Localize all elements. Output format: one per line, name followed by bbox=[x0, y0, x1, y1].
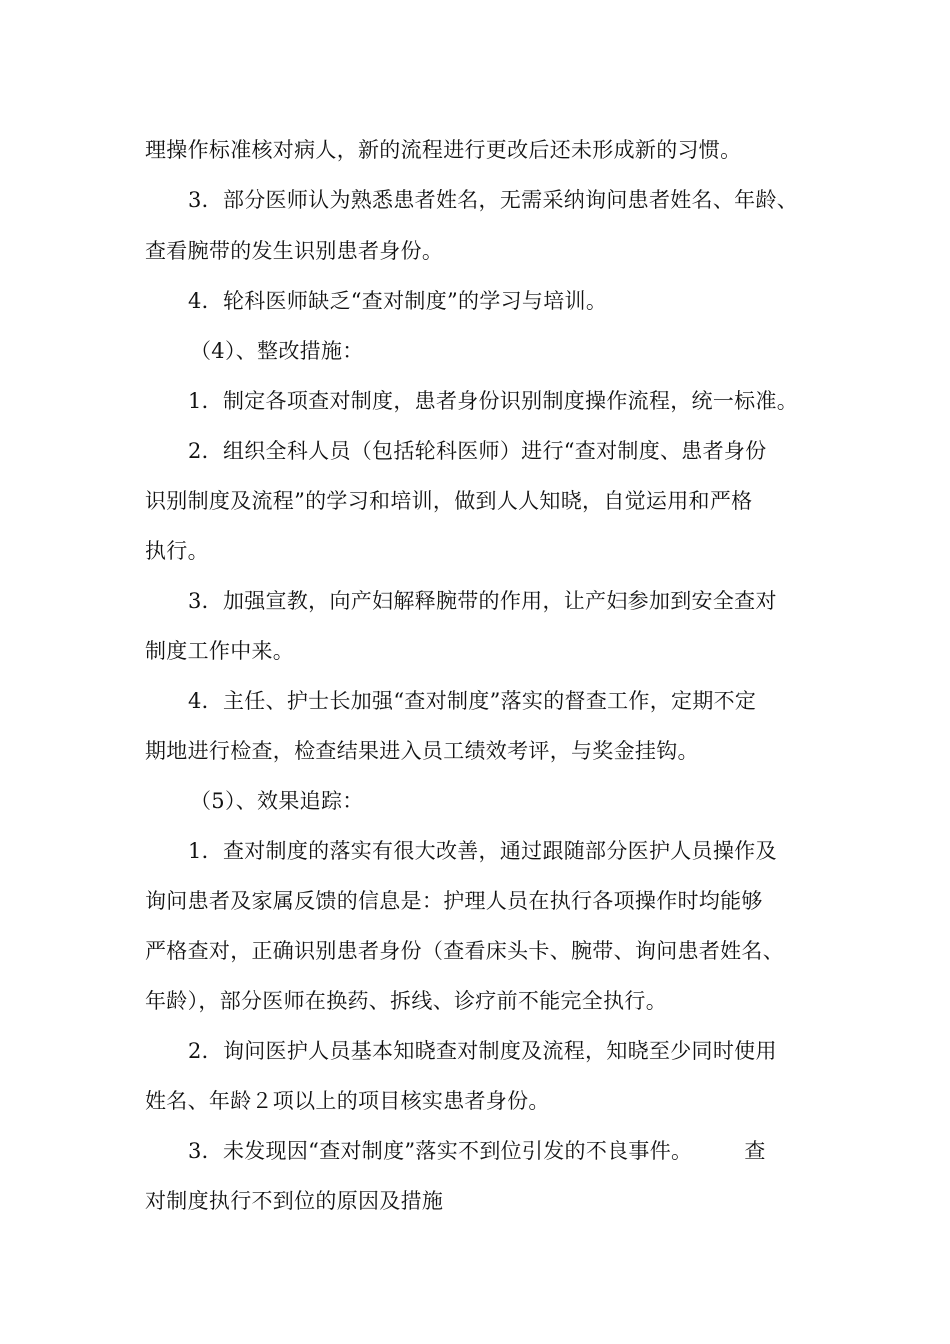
paragraph-line: 2．询问医护人员基本知晓查对制度及流程，知晓至少同时使用 bbox=[188, 1039, 777, 1063]
paragraph-line: 4．主任、护士长加强“查对制度”落实的督查工作，定期不定 bbox=[188, 689, 757, 713]
paragraph-line: 识别制度及流程”的学习和培训，做到人人知晓，自觉运用和严格 bbox=[145, 489, 753, 513]
paragraph-line: 姓名、年龄２项以上的项目核实患者身份。 bbox=[145, 1089, 550, 1113]
paragraph-line: 期地进行检查，检查结果进入员工绩效考评，与奖金挂钩。 bbox=[145, 739, 699, 763]
paragraph-line: 1．制定各项查对制度，患者身份识别制度操作流程，统一标准。 bbox=[188, 389, 799, 413]
paragraph-text: 3．未发现因“查对制度”落实不到位引发的不良事件。 bbox=[188, 1139, 693, 1163]
paragraph-line bbox=[188, 1136, 858, 1166]
paragraph-line: 3．部分医师认为熟悉患者姓名，无需采纳询问患者姓名、年龄、 bbox=[188, 188, 799, 212]
paragraph-line: 对制度执行不到位的原因及措施 bbox=[145, 1189, 444, 1213]
paragraph-line: 年龄），部分医师在换药、拆线、诊疗前不能完全执行。 bbox=[145, 989, 667, 1013]
paragraph-line: 3．加强宣教，向产妇解释腕带的作用，让产妇参加到安全查对 bbox=[188, 589, 777, 613]
paragraph-line: 严格查对，正确识别患者身份（查看床头卡、腕带、询问患者姓名、 bbox=[145, 939, 784, 963]
paragraph-line: 查看腕带的发生识别患者身份。 bbox=[145, 239, 444, 263]
paragraph-line: 理操作标准核对病人，新的流程进行更改后还未形成新的习惯。 bbox=[145, 138, 742, 162]
paragraph-line: 制度工作中来。 bbox=[145, 639, 295, 663]
section-heading: （4）、整改措施： bbox=[190, 339, 364, 363]
paragraph-line: 执行。 bbox=[145, 539, 209, 563]
section-heading: （5）、效果追踪： bbox=[190, 789, 364, 813]
paragraph-line: 询问患者及家属反馈的信息是：护理人员在执行各项操作时均能够 bbox=[145, 889, 763, 913]
paragraph-line: 1．查对制度的落实有很大改善，通过跟随部分医护人员操作及 bbox=[188, 839, 777, 863]
heading-fragment: 查 bbox=[744, 1139, 766, 1163]
paragraph-line: 4．轮科医师缺乏“查对制度”的学习与培训。 bbox=[188, 289, 608, 313]
paragraph-line: 2．组织全科人员（包括轮科医师）进行“查对制度、患者身份 bbox=[188, 439, 767, 463]
